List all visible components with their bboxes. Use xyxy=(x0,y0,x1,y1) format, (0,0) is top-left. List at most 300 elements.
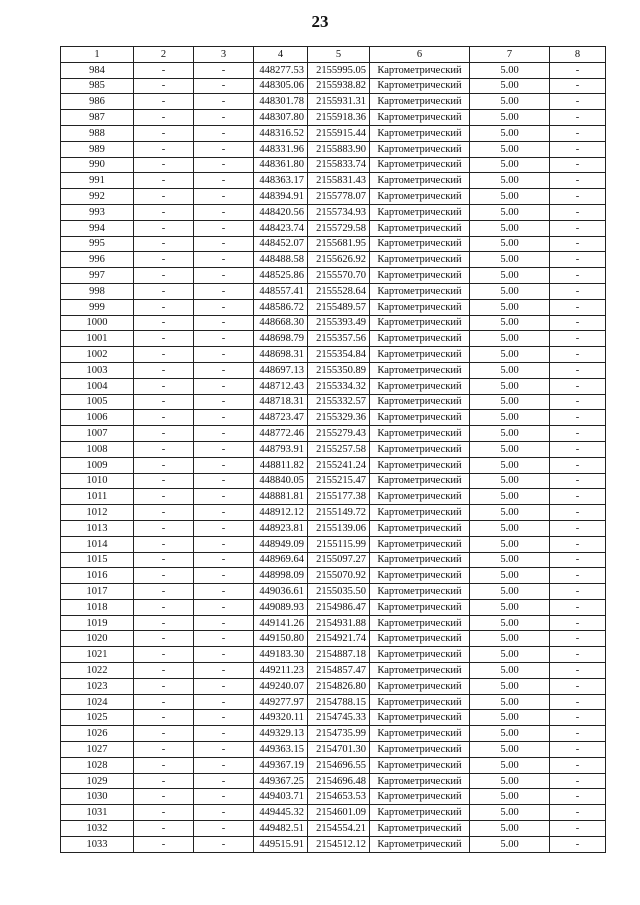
x-coordinate-cell: 448586.72 xyxy=(254,299,308,315)
point-number-cell: 1033 xyxy=(61,836,134,852)
accuracy-cell: 5.00 xyxy=(470,283,550,299)
column-8-cell: - xyxy=(550,125,606,141)
accuracy-cell: 5.00 xyxy=(470,552,550,568)
column-8-cell: - xyxy=(550,568,606,584)
method-cell: Картометрический xyxy=(370,615,470,631)
y-coordinate-cell: 2155489.57 xyxy=(308,299,370,315)
point-number-cell: 1009 xyxy=(61,457,134,473)
y-coordinate-cell: 2154826.80 xyxy=(308,678,370,694)
method-cell: Картометрический xyxy=(370,189,470,205)
x-coordinate-cell: 448840.05 xyxy=(254,473,308,489)
method-cell: Картометрический xyxy=(370,789,470,805)
column-3-cell: - xyxy=(194,220,254,236)
x-coordinate-cell: 448793.91 xyxy=(254,441,308,457)
column-8-cell: - xyxy=(550,489,606,505)
column-8-cell: - xyxy=(550,789,606,805)
y-coordinate-cell: 2155570.70 xyxy=(308,268,370,284)
y-coordinate-cell: 2155883.90 xyxy=(308,141,370,157)
column-2-cell: - xyxy=(134,268,194,284)
y-coordinate-cell: 2155734.93 xyxy=(308,204,370,220)
column-2-cell: - xyxy=(134,362,194,378)
point-number-cell: 1015 xyxy=(61,552,134,568)
column-8-cell: - xyxy=(550,647,606,663)
method-cell: Картометрический xyxy=(370,204,470,220)
column-8-cell: - xyxy=(550,62,606,78)
accuracy-cell: 5.00 xyxy=(470,757,550,773)
table-row xyxy=(61,315,606,331)
point-number-cell: 994 xyxy=(61,220,134,236)
x-coordinate-cell: 448811.82 xyxy=(254,457,308,473)
table-row xyxy=(61,173,606,189)
column-2-cell: - xyxy=(134,821,194,837)
y-coordinate-cell: 2155393.49 xyxy=(308,315,370,331)
accuracy-cell: 5.00 xyxy=(470,252,550,268)
column-3-cell: - xyxy=(194,157,254,173)
column-3-cell: - xyxy=(194,726,254,742)
column-2-cell: - xyxy=(134,489,194,505)
table-row xyxy=(61,599,606,615)
accuracy-cell: 5.00 xyxy=(470,268,550,284)
table-row xyxy=(61,615,606,631)
table-row xyxy=(61,189,606,205)
table-row xyxy=(61,62,606,78)
table-row xyxy=(61,663,606,679)
point-number-cell: 1001 xyxy=(61,331,134,347)
y-coordinate-cell: 2155833.74 xyxy=(308,157,370,173)
point-number-cell: 986 xyxy=(61,94,134,110)
column-8-cell: - xyxy=(550,94,606,110)
column-8-cell: - xyxy=(550,678,606,694)
x-coordinate-cell: 448277.53 xyxy=(254,62,308,78)
y-coordinate-cell: 2154554.21 xyxy=(308,821,370,837)
x-coordinate-cell: 449320.11 xyxy=(254,710,308,726)
y-coordinate-cell: 2154653.53 xyxy=(308,789,370,805)
accuracy-cell: 5.00 xyxy=(470,457,550,473)
column-8-cell: - xyxy=(550,805,606,821)
y-coordinate-cell: 2155357.56 xyxy=(308,331,370,347)
column-3-cell: - xyxy=(194,710,254,726)
method-cell: Картометрический xyxy=(370,315,470,331)
column-2-cell: - xyxy=(134,663,194,679)
x-coordinate-cell: 448698.31 xyxy=(254,347,308,363)
column-2-cell: - xyxy=(134,773,194,789)
column-3-cell: - xyxy=(194,836,254,852)
point-number-cell: 1007 xyxy=(61,426,134,442)
accuracy-cell: 5.00 xyxy=(470,331,550,347)
method-cell: Картометрический xyxy=(370,552,470,568)
column-8-cell: - xyxy=(550,505,606,521)
x-coordinate-cell: 449445.32 xyxy=(254,805,308,821)
method-cell: Картометрический xyxy=(370,362,470,378)
accuracy-cell: 5.00 xyxy=(470,410,550,426)
accuracy-cell: 5.00 xyxy=(470,347,550,363)
column-8-cell: - xyxy=(550,757,606,773)
method-cell: Картометрический xyxy=(370,78,470,94)
column-3-cell: - xyxy=(194,757,254,773)
column-header: 1 xyxy=(61,47,134,63)
column-8-cell: - xyxy=(550,268,606,284)
method-cell: Картометрический xyxy=(370,505,470,521)
column-3-cell: - xyxy=(194,505,254,521)
y-coordinate-cell: 2155035.50 xyxy=(308,584,370,600)
column-3-cell: - xyxy=(194,631,254,647)
column-2-cell: - xyxy=(134,157,194,173)
table-row xyxy=(61,757,606,773)
table-row xyxy=(61,821,606,837)
accuracy-cell: 5.00 xyxy=(470,157,550,173)
x-coordinate-cell: 449211.23 xyxy=(254,663,308,679)
x-coordinate-cell: 449036.61 xyxy=(254,584,308,600)
y-coordinate-cell: 2154696.55 xyxy=(308,757,370,773)
point-number-cell: 1012 xyxy=(61,505,134,521)
column-2-cell: - xyxy=(134,220,194,236)
method-cell: Картометрический xyxy=(370,489,470,505)
column-8-cell: - xyxy=(550,426,606,442)
table-row xyxy=(61,678,606,694)
column-3-cell: - xyxy=(194,473,254,489)
table-row xyxy=(61,157,606,173)
accuracy-cell: 5.00 xyxy=(470,742,550,758)
table-row xyxy=(61,283,606,299)
column-3-cell: - xyxy=(194,599,254,615)
column-8-cell: - xyxy=(550,773,606,789)
column-8-cell: - xyxy=(550,694,606,710)
x-coordinate-cell: 448394.91 xyxy=(254,189,308,205)
table-row xyxy=(61,441,606,457)
accuracy-cell: 5.00 xyxy=(470,110,550,126)
method-cell: Картометрический xyxy=(370,173,470,189)
x-coordinate-cell: 448718.31 xyxy=(254,394,308,410)
column-3-cell: - xyxy=(194,94,254,110)
accuracy-cell: 5.00 xyxy=(470,173,550,189)
y-coordinate-cell: 2155332.57 xyxy=(308,394,370,410)
x-coordinate-cell: 449515.91 xyxy=(254,836,308,852)
x-coordinate-cell: 449141.26 xyxy=(254,615,308,631)
accuracy-cell: 5.00 xyxy=(470,568,550,584)
column-8-cell: - xyxy=(550,378,606,394)
column-3-cell: - xyxy=(194,315,254,331)
point-number-cell: 1013 xyxy=(61,520,134,536)
table-row xyxy=(61,489,606,505)
column-8-cell: - xyxy=(550,283,606,299)
table-row xyxy=(61,789,606,805)
column-8-cell: - xyxy=(550,836,606,852)
table-row xyxy=(61,236,606,252)
column-header: 8 xyxy=(550,47,606,63)
point-number-cell: 1016 xyxy=(61,568,134,584)
column-header: 7 xyxy=(470,47,550,63)
x-coordinate-cell: 448301.78 xyxy=(254,94,308,110)
column-8-cell: - xyxy=(550,441,606,457)
column-2-cell: - xyxy=(134,742,194,758)
column-2-cell: - xyxy=(134,331,194,347)
method-cell: Картометрический xyxy=(370,394,470,410)
method-cell: Картометрический xyxy=(370,473,470,489)
accuracy-cell: 5.00 xyxy=(470,789,550,805)
column-2-cell: - xyxy=(134,141,194,157)
point-number-cell: 998 xyxy=(61,283,134,299)
y-coordinate-cell: 2155097.27 xyxy=(308,552,370,568)
column-2-cell: - xyxy=(134,189,194,205)
y-coordinate-cell: 2155729.58 xyxy=(308,220,370,236)
column-3-cell: - xyxy=(194,62,254,78)
accuracy-cell: 5.00 xyxy=(470,473,550,489)
method-cell: Картометрический xyxy=(370,805,470,821)
y-coordinate-cell: 2155139.06 xyxy=(308,520,370,536)
table-row xyxy=(61,805,606,821)
x-coordinate-cell: 448772.46 xyxy=(254,426,308,442)
y-coordinate-cell: 2154745.33 xyxy=(308,710,370,726)
column-8-cell: - xyxy=(550,299,606,315)
method-cell: Картометрический xyxy=(370,378,470,394)
table-row xyxy=(61,410,606,426)
x-coordinate-cell: 448452.07 xyxy=(254,236,308,252)
point-number-cell: 1006 xyxy=(61,410,134,426)
table-row xyxy=(61,94,606,110)
y-coordinate-cell: 2155329.36 xyxy=(308,410,370,426)
column-2-cell: - xyxy=(134,78,194,94)
table-row xyxy=(61,710,606,726)
point-number-cell: 1028 xyxy=(61,757,134,773)
table-row xyxy=(61,426,606,442)
column-8-cell: - xyxy=(550,331,606,347)
column-8-cell: - xyxy=(550,615,606,631)
column-2-cell: - xyxy=(134,410,194,426)
column-8-cell: - xyxy=(550,362,606,378)
column-2-cell: - xyxy=(134,62,194,78)
point-number-cell: 992 xyxy=(61,189,134,205)
column-3-cell: - xyxy=(194,520,254,536)
column-8-cell: - xyxy=(550,141,606,157)
column-3-cell: - xyxy=(194,378,254,394)
x-coordinate-cell: 449240.07 xyxy=(254,678,308,694)
accuracy-cell: 5.00 xyxy=(470,520,550,536)
table-row xyxy=(61,125,606,141)
x-coordinate-cell: 449482.51 xyxy=(254,821,308,837)
table-row xyxy=(61,252,606,268)
method-cell: Картометрический xyxy=(370,457,470,473)
method-cell: Картометрический xyxy=(370,252,470,268)
x-coordinate-cell: 448969.64 xyxy=(254,552,308,568)
accuracy-cell: 5.00 xyxy=(470,805,550,821)
accuracy-cell: 5.00 xyxy=(470,315,550,331)
y-coordinate-cell: 2154701.30 xyxy=(308,742,370,758)
accuracy-cell: 5.00 xyxy=(470,204,550,220)
table-row xyxy=(61,568,606,584)
column-8-cell: - xyxy=(550,220,606,236)
point-number-cell: 988 xyxy=(61,125,134,141)
column-8-cell: - xyxy=(550,457,606,473)
x-coordinate-cell: 449089.93 xyxy=(254,599,308,615)
column-2-cell: - xyxy=(134,110,194,126)
point-number-cell: 1003 xyxy=(61,362,134,378)
table-row xyxy=(61,299,606,315)
table-row xyxy=(61,536,606,552)
column-3-cell: - xyxy=(194,789,254,805)
x-coordinate-cell: 448998.09 xyxy=(254,568,308,584)
y-coordinate-cell: 2155070.92 xyxy=(308,568,370,584)
column-2-cell: - xyxy=(134,536,194,552)
table-row xyxy=(61,78,606,94)
column-2-cell: - xyxy=(134,520,194,536)
point-number-cell: 999 xyxy=(61,299,134,315)
y-coordinate-cell: 2155995.05 xyxy=(308,62,370,78)
accuracy-cell: 5.00 xyxy=(470,836,550,852)
column-3-cell: - xyxy=(194,568,254,584)
column-2-cell: - xyxy=(134,552,194,568)
x-coordinate-cell: 448698.79 xyxy=(254,331,308,347)
accuracy-cell: 5.00 xyxy=(470,584,550,600)
point-number-cell: 1011 xyxy=(61,489,134,505)
point-number-cell: 1030 xyxy=(61,789,134,805)
accuracy-cell: 5.00 xyxy=(470,299,550,315)
method-cell: Картометрический xyxy=(370,94,470,110)
accuracy-cell: 5.00 xyxy=(470,189,550,205)
column-header: 3 xyxy=(194,47,254,63)
method-cell: Картометрический xyxy=(370,141,470,157)
point-number-cell: 1010 xyxy=(61,473,134,489)
point-number-cell: 1020 xyxy=(61,631,134,647)
column-3-cell: - xyxy=(194,678,254,694)
column-8-cell: - xyxy=(550,252,606,268)
point-number-cell: 995 xyxy=(61,236,134,252)
method-cell: Картометрический xyxy=(370,773,470,789)
table-row xyxy=(61,331,606,347)
method-cell: Картометрический xyxy=(370,110,470,126)
table-header-row xyxy=(61,47,606,63)
y-coordinate-cell: 2155241.24 xyxy=(308,457,370,473)
accuracy-cell: 5.00 xyxy=(470,663,550,679)
column-8-cell: - xyxy=(550,236,606,252)
column-2-cell: - xyxy=(134,836,194,852)
x-coordinate-cell: 448668.30 xyxy=(254,315,308,331)
column-3-cell: - xyxy=(194,426,254,442)
method-cell: Картометрический xyxy=(370,426,470,442)
x-coordinate-cell: 448423.74 xyxy=(254,220,308,236)
x-coordinate-cell: 449367.25 xyxy=(254,773,308,789)
column-8-cell: - xyxy=(550,536,606,552)
point-number-cell: 1032 xyxy=(61,821,134,837)
method-cell: Картометрический xyxy=(370,268,470,284)
column-8-cell: - xyxy=(550,584,606,600)
table-row xyxy=(61,647,606,663)
column-3-cell: - xyxy=(194,141,254,157)
method-cell: Картометрический xyxy=(370,410,470,426)
point-number-cell: 1002 xyxy=(61,347,134,363)
point-number-cell: 1024 xyxy=(61,694,134,710)
column-8-cell: - xyxy=(550,78,606,94)
method-cell: Картометрический xyxy=(370,584,470,600)
y-coordinate-cell: 2154986.47 xyxy=(308,599,370,615)
column-3-cell: - xyxy=(194,536,254,552)
column-8-cell: - xyxy=(550,520,606,536)
column-3-cell: - xyxy=(194,394,254,410)
table-row xyxy=(61,773,606,789)
column-3-cell: - xyxy=(194,78,254,94)
accuracy-cell: 5.00 xyxy=(470,599,550,615)
column-2-cell: - xyxy=(134,426,194,442)
column-3-cell: - xyxy=(194,283,254,299)
accuracy-cell: 5.00 xyxy=(470,773,550,789)
column-2-cell: - xyxy=(134,647,194,663)
method-cell: Картометрический xyxy=(370,647,470,663)
table-row xyxy=(61,268,606,284)
column-2-cell: - xyxy=(134,236,194,252)
column-2-cell: - xyxy=(134,757,194,773)
point-number-cell: 996 xyxy=(61,252,134,268)
method-cell: Картометрический xyxy=(370,331,470,347)
point-number-cell: 1018 xyxy=(61,599,134,615)
column-2-cell: - xyxy=(134,283,194,299)
column-2-cell: - xyxy=(134,378,194,394)
column-3-cell: - xyxy=(194,204,254,220)
column-header: 5 xyxy=(308,47,370,63)
column-2-cell: - xyxy=(134,584,194,600)
column-8-cell: - xyxy=(550,710,606,726)
column-header: 2 xyxy=(134,47,194,63)
column-3-cell: - xyxy=(194,647,254,663)
accuracy-cell: 5.00 xyxy=(470,441,550,457)
point-number-cell: 1000 xyxy=(61,315,134,331)
x-coordinate-cell: 448881.81 xyxy=(254,489,308,505)
column-8-cell: - xyxy=(550,473,606,489)
table-row xyxy=(61,552,606,568)
y-coordinate-cell: 2154857.47 xyxy=(308,663,370,679)
y-coordinate-cell: 2155528.64 xyxy=(308,283,370,299)
point-number-cell: 1017 xyxy=(61,584,134,600)
point-number-cell: 985 xyxy=(61,78,134,94)
method-cell: Картометрический xyxy=(370,220,470,236)
point-number-cell: 1031 xyxy=(61,805,134,821)
y-coordinate-cell: 2155915.44 xyxy=(308,125,370,141)
column-8-cell: - xyxy=(550,189,606,205)
y-coordinate-cell: 2155279.43 xyxy=(308,426,370,442)
accuracy-cell: 5.00 xyxy=(470,78,550,94)
method-cell: Картометрический xyxy=(370,726,470,742)
x-coordinate-cell: 449183.30 xyxy=(254,647,308,663)
point-number-cell: 997 xyxy=(61,268,134,284)
column-3-cell: - xyxy=(194,189,254,205)
table-row xyxy=(61,347,606,363)
accuracy-cell: 5.00 xyxy=(470,125,550,141)
table-row xyxy=(61,473,606,489)
column-3-cell: - xyxy=(194,821,254,837)
column-3-cell: - xyxy=(194,441,254,457)
accuracy-cell: 5.00 xyxy=(470,394,550,410)
method-cell: Картометрический xyxy=(370,710,470,726)
coordinates-table xyxy=(60,46,606,853)
table-row xyxy=(61,378,606,394)
y-coordinate-cell: 2155354.84 xyxy=(308,347,370,363)
column-8-cell: - xyxy=(550,204,606,220)
point-number-cell: 1021 xyxy=(61,647,134,663)
accuracy-cell: 5.00 xyxy=(470,710,550,726)
y-coordinate-cell: 2155257.58 xyxy=(308,441,370,457)
accuracy-cell: 5.00 xyxy=(470,647,550,663)
y-coordinate-cell: 2155778.07 xyxy=(308,189,370,205)
table-row xyxy=(61,505,606,521)
column-8-cell: - xyxy=(550,599,606,615)
method-cell: Картометрический xyxy=(370,520,470,536)
column-2-cell: - xyxy=(134,125,194,141)
point-number-cell: 1019 xyxy=(61,615,134,631)
column-2-cell: - xyxy=(134,94,194,110)
column-header: 4 xyxy=(254,47,308,63)
column-8-cell: - xyxy=(550,315,606,331)
y-coordinate-cell: 2155918.36 xyxy=(308,110,370,126)
y-coordinate-cell: 2155350.89 xyxy=(308,362,370,378)
x-coordinate-cell: 448949.09 xyxy=(254,536,308,552)
